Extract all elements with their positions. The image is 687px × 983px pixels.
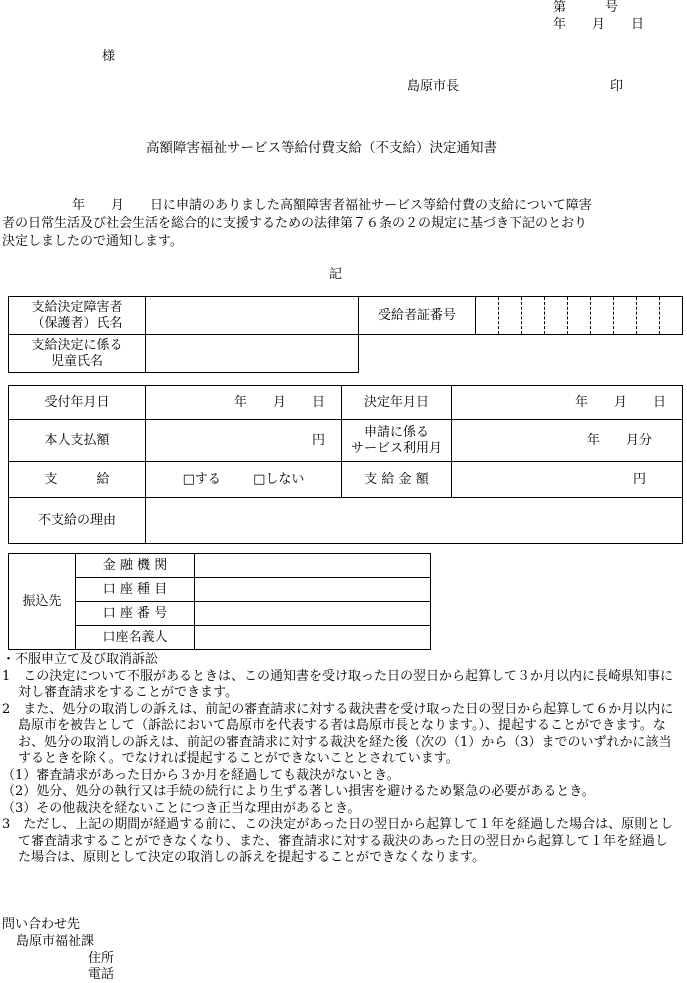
certificate-digit[interactable] — [476, 297, 499, 335]
contact-department: 島原市福祉課 — [16, 934, 95, 949]
certificate-digit[interactable] — [660, 297, 683, 335]
account-holder-label: 口座名義人 — [76, 626, 195, 650]
document-number: 第 号 — [553, 0, 619, 15]
note-1: 1 この決定について不服があるときは、この通知書を受け取った日の翌日から起算して３か月以内に長崎県知事に対し審査請求をすることができます。 — [2, 668, 674, 700]
note-2: 2 また、処分の取消しの訴えは、前記の審査請求に対する裁決書を受け取った日の翌日から起算して６か月以内に島原市を被告として（訴訟において島原市を代表する者は島原市長となります。）、提起することができます。なお、処分の取消しの訴えは、前記の審査請求に対する裁決を経た後（次の（1）から（3）までのいずれかに該当するときを除く。でなければ提起することができないこととされています。 — [2, 701, 674, 766]
account-holder-field[interactable] — [195, 626, 431, 650]
note-2-sub-3: （3）その他裁決を経ないことにつき正当な理由があるとき。 — [2, 800, 361, 816]
grant-amount-label: 支 給 金 額 — [342, 462, 452, 498]
bank-field[interactable] — [195, 554, 431, 578]
decision-date-label: 決定年月日 — [342, 386, 452, 420]
self-payment-value[interactable]: 円 — [146, 420, 342, 462]
grant-label: 支 給 — [9, 462, 146, 498]
grant-yes-checkbox[interactable]: □する — [182, 471, 221, 487]
service-month-value[interactable]: 年 月分 — [452, 420, 683, 462]
contact-phone: 電話 — [88, 967, 115, 982]
bank-label: 金 融 機 関 — [76, 554, 195, 578]
note-2-sub-1: （1）審査請求があった日から３か月を経過しても裁決がないとき。 — [2, 767, 400, 783]
appeal-notes-heading: ・不服申立て及び取消訴訟 — [2, 652, 159, 667]
intro-line-2: 者の日常生活及び社会生活を総合的に支援するための法律第７６条の２の規定に基づき下記のとおり — [2, 216, 588, 231]
applicant-name-field[interactable] — [146, 297, 359, 335]
addressee-suffix: 様 — [102, 49, 116, 64]
account-number-field[interactable] — [195, 602, 431, 626]
transfer-table — [8, 553, 431, 650]
grant-no-checkbox[interactable]: □しない — [253, 471, 305, 487]
issue-date: 年 月 日 — [553, 17, 645, 32]
certificate-number-label: 受給者証番号 — [359, 297, 476, 335]
received-date-value[interactable]: 年 月 日 — [146, 386, 342, 420]
certificate-digit[interactable] — [499, 297, 522, 335]
refusal-reason-field[interactable] — [146, 498, 683, 544]
certificate-digit[interactable] — [614, 297, 637, 335]
certificate-digit[interactable] — [568, 297, 591, 335]
certificate-digit[interactable] — [545, 297, 568, 335]
transfer-label: 振込先 — [9, 554, 76, 650]
refusal-reason-label: 不支給の理由 — [9, 498, 146, 544]
intro-line-3: 決定しましたので通知します。 — [2, 234, 183, 249]
intro-line-1: 年 月 日に申請のありました高額障害者福祉サービス等給付費の支給について障害 — [72, 198, 592, 213]
child-name-field[interactable] — [146, 335, 359, 373]
decision-table — [8, 385, 683, 544]
decision-date-value[interactable]: 年 月 日 — [452, 386, 683, 420]
certificate-digit[interactable] — [591, 297, 614, 335]
note-2-sub-2: （2）処分、処分の執行又は手続の続行により生ずる著しい損害を避けるため緊急の必要があるとき。 — [2, 784, 595, 799]
contact-heading: 問い合わせ先 — [2, 917, 81, 932]
account-type-field[interactable] — [195, 578, 431, 602]
child-name-label: 支給決定に係る 児童氏名 — [9, 335, 146, 373]
applicant-name-label: 支給決定障害者 （保護者）氏名 — [9, 297, 146, 335]
self-payment-label: 本人支払額 — [9, 420, 146, 462]
service-month-label: 申請に係る サービス利用月 — [342, 420, 452, 462]
appeal-notes — [2, 652, 674, 867]
issuer-name: 島原市長 — [407, 79, 460, 94]
document-title: 高額障害福祉サービス等給付費支給（不支給）決定通知書 — [146, 140, 497, 156]
certificate-digit[interactable] — [522, 297, 545, 335]
ki-label: 記 — [329, 267, 343, 282]
certificate-digit[interactable] — [637, 297, 660, 335]
account-number-label: 口 座 番 号 — [76, 602, 195, 626]
contact-address: 住所 — [88, 951, 115, 966]
grant-amount-value[interactable]: 円 — [452, 462, 683, 498]
received-date-label: 受付年月日 — [9, 386, 146, 420]
account-type-label: 口 座 種 目 — [76, 578, 195, 602]
applicant-table — [8, 296, 683, 373]
grant-options — [146, 462, 342, 498]
seal-mark: 印 — [610, 79, 624, 94]
note-3: 3 ただし、上記の期間が経過する前に、この決定があった日の翌日から起算して１年を経過した場合は、原則として審査請求することができなくなり、また、審査請求に対する裁決のあった日の翌日から起算して１年を経過した場合は、原則として決定の取消しの訴えを提起することができなくなります。 — [2, 817, 674, 865]
